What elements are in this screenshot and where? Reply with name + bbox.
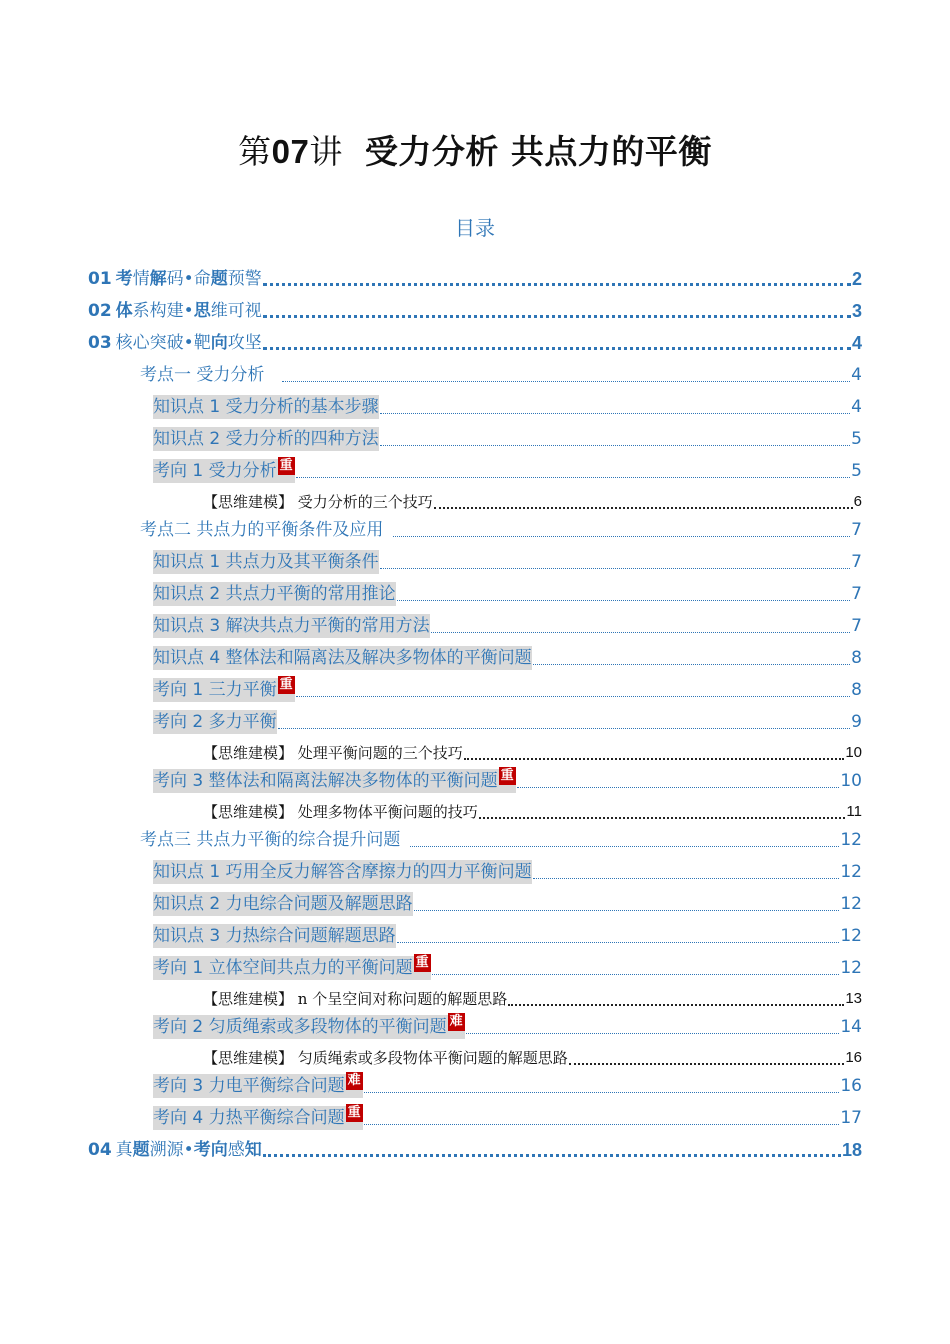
toc-entry-direction-3-3[interactable] — [153, 1072, 862, 1098]
entry-label: 考点一 受力分析 — [140, 365, 265, 385]
section-text: 考向 — [193, 1140, 228, 1160]
entry-text: 考向 4 力热平衡综合问题 — [153, 1108, 345, 1128]
toc-entry-knowledge-1-1[interactable] — [153, 393, 862, 419]
toc-entry-knowledge-3-3[interactable] — [153, 922, 862, 948]
entry-text: 考向 2 匀质绳索或多段物体的平衡问题 — [153, 1017, 447, 1037]
toc-entry-knowledge-2-3[interactable] — [153, 612, 862, 638]
dot-leader — [533, 646, 851, 670]
toc-entry-kaodian-1[interactable] — [140, 361, 862, 387]
dot-leader — [533, 860, 840, 884]
section-text: 核心突破•靶 — [115, 333, 211, 353]
toc-entry-knowledge-2-4[interactable] — [153, 644, 862, 670]
entry-label: 考点二 共点力的平衡条件及应用 — [140, 520, 384, 540]
entry-label: 知识点 2 受力分析的四种方法 — [153, 429, 379, 449]
title-main: 受力分析 共点力的平衡 — [364, 132, 712, 171]
toc-entry-direction-2-1[interactable] — [153, 676, 862, 702]
entry-text: 考向 3 力电平衡综合问题 — [153, 1076, 345, 1096]
toc-section-label — [88, 331, 262, 355]
entry-label: 【思维建模】 处理多物体平衡问题的技巧 — [203, 803, 478, 821]
toc-entry-direction-3-1[interactable] — [153, 954, 862, 980]
section-text: 预警 — [227, 269, 262, 289]
page-number: 12 — [840, 894, 862, 914]
toc-entry-direction-2-2[interactable] — [153, 708, 862, 734]
entry-label: 知识点 1 受力分析的基本步骤 — [153, 397, 379, 417]
title-number: 07 — [271, 133, 310, 170]
dot-leader — [282, 363, 850, 387]
dot-leader — [364, 1074, 840, 1098]
dot-leader — [508, 987, 844, 1011]
page-number: 4 — [851, 397, 862, 417]
toc-entry-knowledge-2-1[interactable] — [153, 548, 862, 574]
toc-section-02[interactable] — [88, 297, 862, 323]
key-badge: 重 — [500, 768, 514, 783]
page-number: 5 — [851, 461, 862, 481]
page-number: 7 — [851, 584, 862, 604]
entry-label — [153, 459, 295, 483]
page-number: 17 — [840, 1108, 862, 1128]
dot-leader — [278, 710, 851, 734]
toc-entry-direction-3-2[interactable] — [153, 1013, 862, 1039]
toc-section-01[interactable] — [88, 265, 862, 291]
title-prefix: 第 — [238, 132, 272, 171]
page-number: 16 — [845, 1049, 862, 1066]
entry-label: 知识点 3 力热综合问题解题思路 — [153, 926, 396, 946]
page-number: 10 — [840, 771, 862, 791]
page-number: 6 — [853, 493, 862, 510]
page-number: 7 — [851, 616, 862, 636]
entry-label: 知识点 2 力电综合问题及解题思路 — [153, 894, 413, 914]
page-number: 9 — [851, 712, 862, 732]
dot-leader — [466, 1015, 840, 1039]
dot-leader — [434, 490, 853, 514]
toc-heading: 目录 — [455, 216, 495, 240]
page-number: 8 — [851, 648, 862, 668]
entry-text: 考向 1 立体空间共点力的平衡问题 — [153, 958, 413, 978]
toc-section-03[interactable] — [88, 329, 862, 355]
entry-label: 考向 2 多力平衡 — [153, 712, 277, 732]
entry-label: 【思维建模】 受力分析的三个技巧 — [203, 493, 433, 511]
section-text: 攻坚 — [227, 333, 262, 353]
page-number: 12 — [840, 926, 862, 946]
page-number: 11 — [846, 803, 862, 820]
entry-label — [153, 1106, 363, 1130]
dot-leader — [296, 678, 851, 702]
key-badge: 重 — [279, 458, 293, 473]
dot-leader — [263, 267, 851, 291]
dot-leader — [263, 331, 851, 355]
dot-leader — [296, 459, 851, 483]
dot-leader — [380, 395, 851, 419]
dot-leader — [380, 550, 851, 574]
page-number: 14 — [840, 1017, 862, 1037]
entry-label: 知识点 1 巧用全反力解答含摩擦力的四力平衡问题 — [153, 862, 532, 882]
entry-label: 考点三 共点力平衡的综合提升问题 — [140, 830, 401, 850]
entry-label: 知识点 2 共点力平衡的常用推论 — [153, 584, 396, 604]
entry-label — [153, 956, 431, 980]
section-text: 向 — [210, 333, 228, 353]
toc-entry-model-5[interactable] — [203, 1044, 862, 1070]
section-text: 感 — [227, 1140, 245, 1160]
section-number: 01 — [88, 269, 112, 289]
page-number: 12 — [840, 862, 862, 882]
hard-badge: 难 — [449, 1014, 463, 1029]
toc-entry-knowledge-2-2[interactable] — [153, 580, 862, 606]
section-text: 题 — [210, 269, 228, 289]
key-badge: 重 — [279, 677, 293, 692]
dot-leader — [431, 614, 851, 638]
section-text: 解 — [149, 269, 167, 289]
section-number: 03 — [88, 333, 112, 353]
dot-leader — [414, 892, 840, 916]
section-text: 题 — [132, 1140, 150, 1160]
section-text: 码•命 — [166, 269, 211, 289]
section-number: 02 — [88, 301, 112, 321]
toc-section-label — [88, 1138, 262, 1162]
page-number: 12 — [840, 830, 862, 850]
page-number: 7 — [851, 520, 862, 540]
page-number: 3 — [851, 301, 862, 321]
toc-entry-kaodian-2[interactable] — [140, 516, 862, 542]
toc-section-04[interactable] — [88, 1136, 862, 1162]
toc-entry-knowledge-3-1[interactable] — [153, 858, 862, 884]
page-number: 10 — [845, 744, 862, 761]
entry-label: 【思维建模】 匀质绳索或多段物体平衡问题的解题思路 — [203, 1049, 568, 1067]
entry-label — [153, 1074, 363, 1098]
toc-entry-kaodian-3[interactable] — [140, 826, 862, 852]
section-text: 知 — [244, 1140, 262, 1160]
key-badge: 重 — [347, 1105, 361, 1120]
entry-label: 【思维建模】 n 个呈空间对称问题的解题思路 — [203, 990, 508, 1008]
section-number: 04 — [88, 1140, 112, 1160]
entry-text: 考向 1 受力分析 — [153, 461, 277, 481]
section-text: 情 — [132, 269, 150, 289]
page-number: 4 — [851, 333, 862, 353]
toc-section-label — [88, 267, 262, 291]
page-number: 2 — [851, 269, 862, 289]
section-text: 体 — [115, 301, 133, 321]
toc-entry-direction-1-1[interactable] — [153, 457, 862, 483]
entry-label — [153, 1015, 465, 1039]
page-number: 18 — [841, 1140, 862, 1160]
hard-badge: 难 — [347, 1073, 361, 1088]
page-number: 13 — [845, 990, 862, 1007]
entry-label: 知识点 1 共点力及其平衡条件 — [153, 552, 379, 572]
toc-entry-model-3[interactable] — [203, 798, 862, 824]
entry-label: 【思维建模】 处理平衡问题的三个技巧 — [203, 744, 463, 762]
dot-leader — [263, 299, 851, 323]
dot-leader — [410, 828, 839, 852]
page-number: 7 — [851, 552, 862, 572]
dot-leader — [393, 518, 850, 542]
page-number: 4 — [851, 365, 862, 385]
dot-leader — [479, 800, 846, 824]
toc-entry-direction-2-3[interactable] — [153, 767, 862, 793]
title-lecture: 讲 — [309, 132, 343, 171]
section-text: 溯源• — [149, 1140, 194, 1160]
dot-leader — [517, 769, 840, 793]
toc-entry-knowledge-1-2[interactable] — [153, 425, 862, 451]
page-number: 8 — [851, 680, 862, 700]
dot-leader — [569, 1046, 845, 1070]
entry-label: 知识点 3 解决共点力平衡的常用方法 — [153, 616, 430, 636]
entry-text: 考向 3 整体法和隔离法解决多物体的平衡问题 — [153, 771, 498, 791]
toc-entry-model-2[interactable] — [203, 739, 862, 765]
entry-text: 考向 1 三力平衡 — [153, 680, 277, 700]
toc-entry-knowledge-3-2[interactable] — [153, 890, 862, 916]
dot-leader — [263, 1138, 841, 1162]
toc-entry-model-1[interactable] — [203, 488, 862, 514]
page-number: 16 — [840, 1076, 862, 1096]
page-number: 12 — [840, 958, 862, 978]
dot-leader — [364, 1106, 840, 1130]
dot-leader — [464, 741, 845, 765]
dot-leader — [397, 924, 840, 948]
dot-leader — [397, 582, 851, 606]
section-text: 考 — [115, 269, 133, 289]
entry-label: 知识点 4 整体法和隔离法及解决多物体的平衡问题 — [153, 648, 532, 668]
toc-entry-model-4[interactable] — [203, 985, 862, 1011]
dot-leader — [432, 956, 840, 980]
entry-label — [153, 678, 295, 702]
section-text: 维可视 — [210, 301, 262, 321]
toc-entry-direction-3-4[interactable] — [153, 1104, 862, 1130]
section-text: 思 — [193, 301, 211, 321]
dot-leader — [380, 427, 851, 451]
key-badge: 重 — [415, 955, 429, 970]
section-text: 真 — [115, 1140, 133, 1160]
toc-section-label — [88, 299, 262, 323]
entry-label — [153, 769, 516, 793]
page-number: 5 — [851, 429, 862, 449]
section-text: 系构建• — [132, 301, 194, 321]
